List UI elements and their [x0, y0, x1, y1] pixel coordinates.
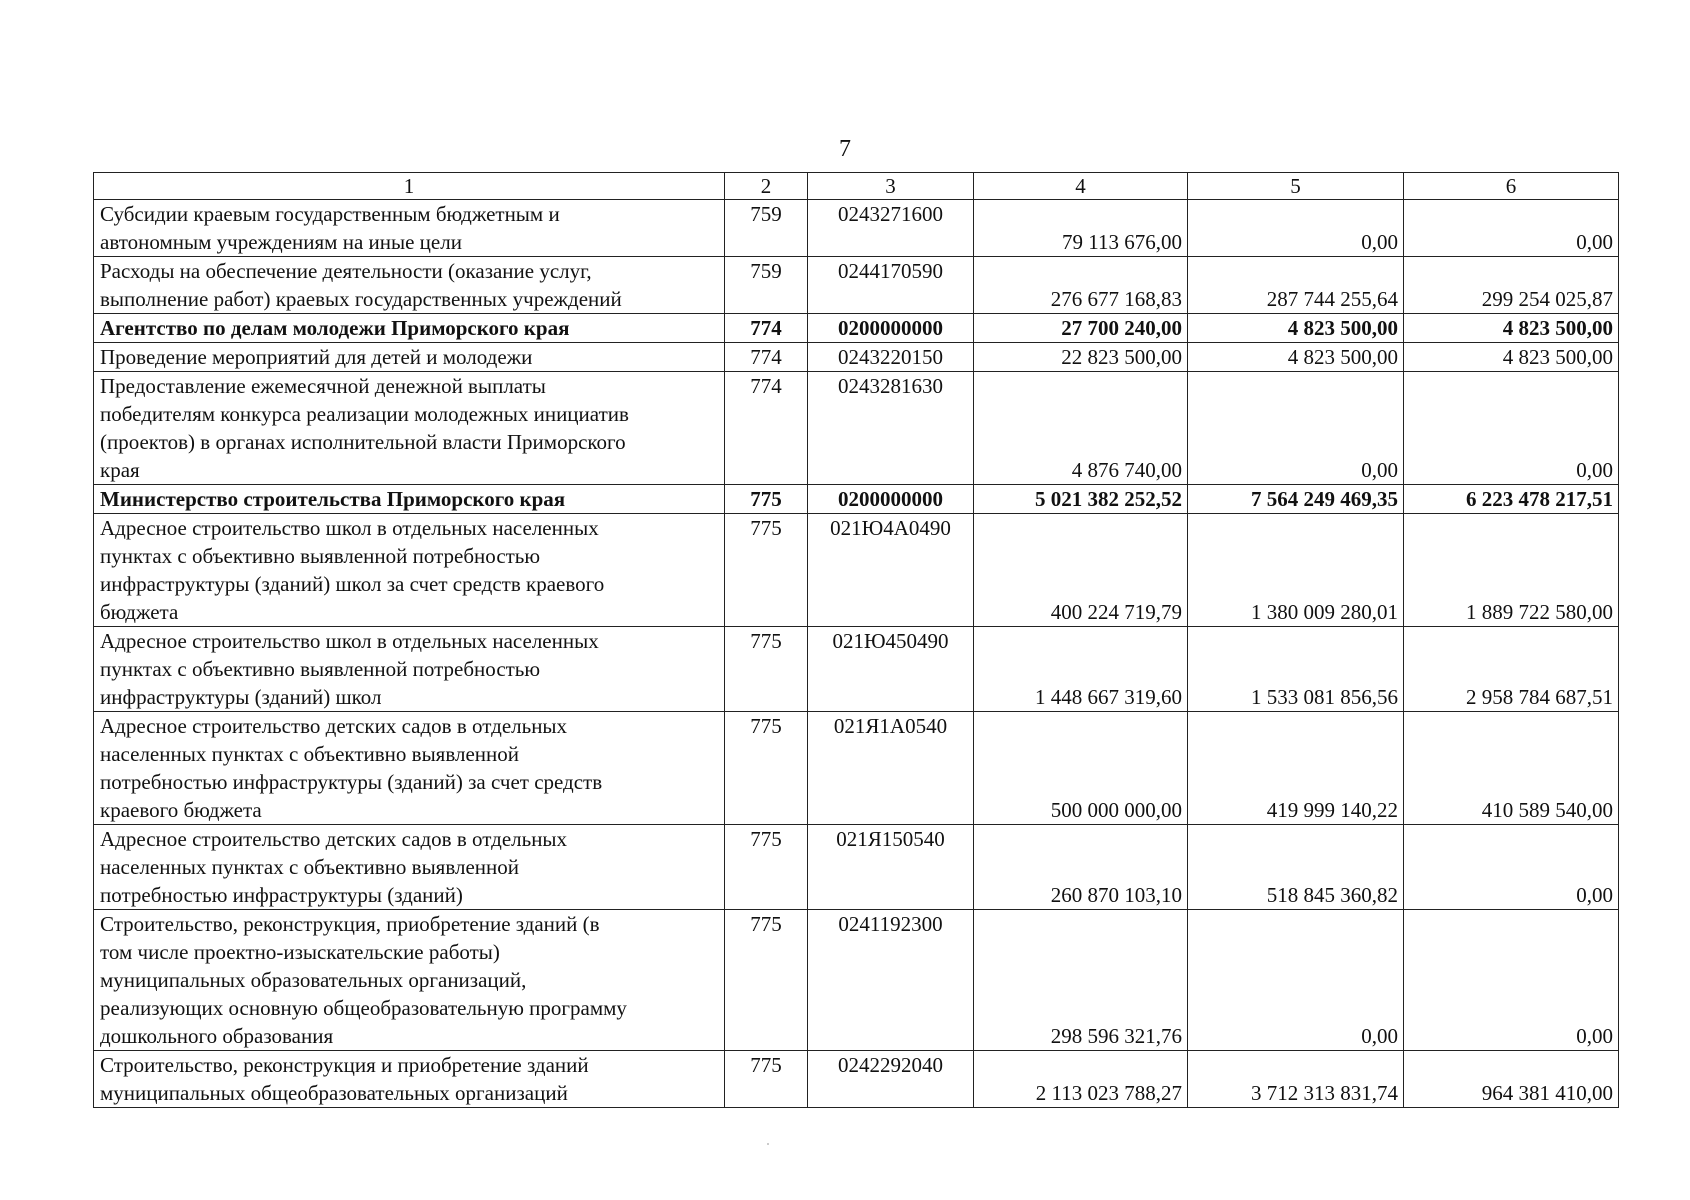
target-code: 0244170590 — [808, 257, 974, 314]
description-line: победителям конкурса реализации молодежных инициатив — [100, 402, 629, 426]
amount-col5: 1 533 081 856,56 — [1188, 627, 1404, 712]
amount-col4: 260 870 103,10 — [974, 825, 1188, 910]
column-number: 6 — [1404, 173, 1619, 200]
description-line: инфраструктуры (зданий) школ — [100, 685, 382, 709]
description-line: населенных пунктах с объективно выявленной — [100, 855, 519, 879]
target-code: 0200000000 — [808, 314, 974, 343]
description-line: Проведение мероприятий для детей и молодежи — [100, 345, 533, 369]
scan-speck — [767, 1143, 769, 1145]
column-number: 3 — [808, 173, 974, 200]
target-code: 0242292040 — [808, 1051, 974, 1108]
amount-col6: 0,00 — [1404, 910, 1619, 1051]
row-description — [94, 627, 725, 712]
description-line: бюджета — [100, 600, 179, 624]
agency-code: 774 — [725, 372, 808, 485]
target-code: 0241192300 — [808, 910, 974, 1051]
description-line: Адресное строительство детских садов в отдельных — [100, 827, 568, 851]
column-number: 1 — [94, 173, 725, 200]
row-description — [94, 514, 725, 627]
target-code: 021Я150540 — [808, 825, 974, 910]
description-line: (проектов) в органах исполнительной власти Приморского — [100, 430, 626, 454]
row-description — [94, 372, 725, 485]
amount-col6: 0,00 — [1404, 200, 1619, 257]
description-line: Министерство строительства Приморского края — [100, 487, 566, 511]
target-code: 021Ю4А0490 — [808, 514, 974, 627]
row-description — [94, 200, 725, 257]
amount-col6: 964 381 410,00 — [1404, 1051, 1619, 1108]
amount-col4: 500 000 000,00 — [974, 712, 1188, 825]
amount-col4: 1 448 667 319,60 — [974, 627, 1188, 712]
table-row-group-header — [94, 485, 1619, 514]
description-line: Предоставление ежемесячной денежной выплаты — [100, 374, 546, 398]
table-row — [94, 343, 1619, 372]
amount-col5: 0,00 — [1188, 372, 1404, 485]
description-line: том числе проектно-изыскательские работы) — [100, 940, 500, 964]
agency-code: 775 — [725, 1051, 808, 1108]
amount-col4: 79 113 676,00 — [974, 200, 1188, 257]
agency-code: 775 — [725, 712, 808, 825]
amount-col4: 400 224 719,79 — [974, 514, 1188, 627]
budget-table — [93, 172, 1619, 1108]
agency-code: 775 — [725, 910, 808, 1051]
description-line: автономным учреждениям на иные цели — [100, 230, 462, 254]
description-line: выполнение работ) краевых государственных учреждений — [100, 287, 622, 311]
amount-col4: 27 700 240,00 — [974, 314, 1188, 343]
table-row — [94, 627, 1619, 712]
description-line: Адресное строительство детских садов в отдельных — [100, 714, 568, 738]
description-line: Агентство по делам молодежи Приморского края — [100, 316, 570, 340]
agency-code: 774 — [725, 343, 808, 372]
amount-col5: 3 712 313 831,74 — [1188, 1051, 1404, 1108]
amount-col4: 4 876 740,00 — [974, 372, 1188, 485]
table-row — [94, 372, 1619, 485]
row-description — [94, 1051, 725, 1108]
amount-col4: 298 596 321,76 — [974, 910, 1188, 1051]
amount-col5: 287 744 255,64 — [1188, 257, 1404, 314]
agency-code: 775 — [725, 627, 808, 712]
amount-col5: 419 999 140,22 — [1188, 712, 1404, 825]
amount-col5: 1 380 009 280,01 — [1188, 514, 1404, 627]
row-description — [94, 825, 725, 910]
amount-col4: 276 677 168,83 — [974, 257, 1188, 314]
row-description — [94, 910, 725, 1051]
target-code: 021Я1А0540 — [808, 712, 974, 825]
amount-col6: 299 254 025,87 — [1404, 257, 1619, 314]
agency-code: 759 — [725, 200, 808, 257]
amount-col5: 7 564 249 469,35 — [1188, 485, 1404, 514]
table-row — [94, 514, 1619, 627]
description-line: Адресное строительство школ в отдельных населенных — [100, 516, 599, 540]
amount-col6: 4 823 500,00 — [1404, 343, 1619, 372]
row-description — [94, 485, 725, 514]
description-line: дошкольного образования — [100, 1024, 334, 1048]
description-line: Расходы на обеспечение деятельности (оказание услуг, — [100, 259, 592, 283]
description-line: муниципальных образовательных организаций, — [100, 968, 527, 992]
table-row — [94, 257, 1619, 314]
amount-col5: 0,00 — [1188, 200, 1404, 257]
column-number: 5 — [1188, 173, 1404, 200]
table-row — [94, 200, 1619, 257]
column-number: 2 — [725, 173, 808, 200]
description-line: края — [100, 458, 140, 482]
amount-col4: 22 823 500,00 — [974, 343, 1188, 372]
amount-col6: 0,00 — [1404, 825, 1619, 910]
amount-col6: 6 223 478 217,51 — [1404, 485, 1619, 514]
description-line: потребностью инфраструктуры (зданий) за счет средств — [100, 770, 603, 794]
table-row — [94, 712, 1619, 825]
target-code: 0243281630 — [808, 372, 974, 485]
table-row — [94, 1051, 1619, 1108]
agency-code: 774 — [725, 314, 808, 343]
description-line: Субсидии краевым государственным бюджетным и — [100, 202, 560, 226]
description-line: Строительство, реконструкция и приобретение зданий — [100, 1053, 589, 1077]
amount-col5: 4 823 500,00 — [1188, 314, 1404, 343]
description-line: краевого бюджета — [100, 798, 262, 822]
amount-col5: 0,00 — [1188, 910, 1404, 1051]
description-line: пунктах с объективно выявленной потребностью — [100, 544, 541, 568]
amount-col6: 0,00 — [1404, 372, 1619, 485]
table-row-group-header — [94, 314, 1619, 343]
agency-code: 775 — [725, 485, 808, 514]
amount-col6: 1 889 722 580,00 — [1404, 514, 1619, 627]
agency-code: 775 — [725, 514, 808, 627]
description-line: пунктах с объективно выявленной потребностью — [100, 657, 541, 681]
description-line: населенных пунктах с объективно выявленной — [100, 742, 519, 766]
column-number: 4 — [974, 173, 1188, 200]
description-line: потребностью инфраструктуры (зданий) — [100, 883, 463, 907]
amount-col5: 518 845 360,82 — [1188, 825, 1404, 910]
target-code: 0243271600 — [808, 200, 974, 257]
column-number-row — [94, 173, 1619, 200]
target-code: 021Ю450490 — [808, 627, 974, 712]
amount-col6: 2 958 784 687,51 — [1404, 627, 1619, 712]
table-row — [94, 825, 1619, 910]
row-description — [94, 314, 725, 343]
amount-col6: 410 589 540,00 — [1404, 712, 1619, 825]
amount-col4: 5 021 382 252,52 — [974, 485, 1188, 514]
description-line: реализующих основную общеобразовательную программу — [100, 996, 627, 1020]
description-line: муниципальных общеобразовательных организаций — [100, 1081, 568, 1105]
description-line: инфраструктуры (зданий) школ за счет средств краевого — [100, 572, 605, 596]
agency-code: 775 — [725, 825, 808, 910]
amount-col4: 2 113 023 788,27 — [974, 1051, 1188, 1108]
target-code: 0243220150 — [808, 343, 974, 372]
target-code: 0200000000 — [808, 485, 974, 514]
description-line: Адресное строительство школ в отдельных населенных — [100, 629, 599, 653]
description-line: Строительство, реконструкция, приобретение зданий (в — [100, 912, 600, 936]
row-description — [94, 257, 725, 314]
amount-col6: 4 823 500,00 — [1404, 314, 1619, 343]
agency-code: 759 — [725, 257, 808, 314]
row-description — [94, 712, 725, 825]
row-description — [94, 343, 725, 372]
amount-col5: 4 823 500,00 — [1188, 343, 1404, 372]
table-row — [94, 910, 1619, 1051]
page-number: 7 — [839, 136, 851, 162]
